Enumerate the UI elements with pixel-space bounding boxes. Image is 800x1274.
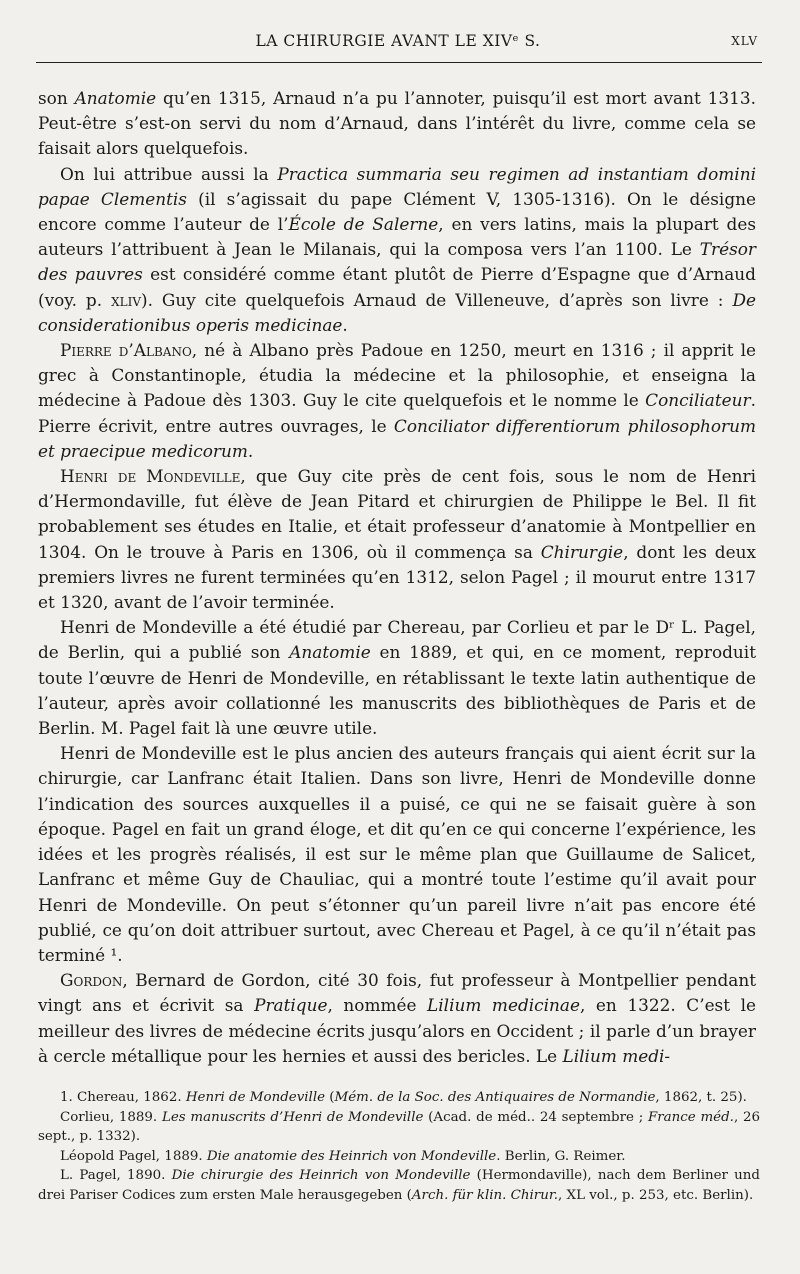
- italic-title: Die chirurgie des Heinrich von Mondeville: [171, 1168, 471, 1184]
- text-run: , 1862, t. 25).: [655, 1090, 747, 1105]
- text-run: , en 1322. C’est le meilleur des livres de médecine écrits jusqu’alors en Occident ; il parle d’un brayer à cercle métallique pour les hernies et aussi des bericles. Le: [38, 995, 756, 1066]
- italic-title: École de Salerne: [288, 214, 439, 235]
- text-run: .: [342, 314, 348, 335]
- page-ref: xliv: [111, 289, 141, 310]
- text-run: , dont les deux premiers livres ne furent terminées qu’en 1312, selon Pagel ; il mourut entre 1317 et 1320, avant de l’avoir terminée.: [38, 541, 756, 613]
- text-run: .: [247, 440, 254, 461]
- italic-title: Anatomie: [74, 88, 157, 108]
- italic-title: Pratique: [254, 995, 328, 1016]
- text-run: , Bernard de Gordon, cité 30 fois, fut professeur à Montpellier pendant vingt ans et écrivit sa: [38, 970, 756, 1016]
- text-run: On lui attribue aussi la: [60, 163, 278, 184]
- author-name: Pierre d’Albano: [60, 340, 192, 361]
- text-run: (il s’agissait du pape Clément V, 1305-1316). On le désigne encore comme l’auteur de l’: [38, 188, 757, 235]
- running-header: [36, 32, 760, 54]
- text-run: , 26 sept., p. 1332).: [38, 1109, 760, 1145]
- italic-title: Henri de Mondeville: [185, 1090, 326, 1105]
- italic-title: France méd.: [647, 1109, 734, 1125]
- paragraph-7: [38, 968, 756, 1069]
- paragraph-3: [38, 338, 756, 464]
- italic-title: Practica summaria seu regimen ad instantiam domini papae Clementis: [38, 163, 756, 209]
- author-name: Gordon: [60, 970, 123, 991]
- italic-title: Mém. de la Soc. des Antiquaires de Normandie: [334, 1090, 656, 1105]
- text-run: est considéré comme étant plutôt de Pierre d’Espagne que d’Arnaud (voy. p.: [38, 264, 756, 310]
- text-run: . Berlin, G. Reimer.: [496, 1148, 626, 1164]
- text-run: qu’en 1315, Arnaud n’a pu l’annoter, puisqu’il est mort avant 1313. Peut-être s’est-on servi du nom d’Arnaud, dans l’intérêt du livre, comme cela se faisait alors quelquefois.: [38, 88, 756, 159]
- italic-title: Die anatomie des Heinrich von Mondeville: [206, 1148, 497, 1164]
- paragraph-4: [38, 464, 756, 615]
- text-run: son: [38, 88, 75, 108]
- footnote-4: [38, 1166, 760, 1205]
- text-run: Henri de Mondeville a été étudié par Chereau, par Corlieu et par le Dʳ L. Pagel, de Berlin, qui a publié son: [38, 617, 756, 663]
- text-run: . Pierre écrivit, entre autres ouvrages, le: [38, 390, 756, 436]
- header-rule: [36, 62, 762, 63]
- paragraph-2: [38, 162, 756, 338]
- text-run: ). Guy cite quelquefois Arnaud de Villeneuve, d’après son livre :: [141, 289, 733, 310]
- text-run: Corlieu, 1889.: [60, 1109, 162, 1125]
- italic-title: De considerationibus operis medicinae: [38, 289, 756, 335]
- italic-title: Les manuscrits d’Henri de Mondeville: [161, 1109, 424, 1125]
- footnote-3: [38, 1147, 760, 1167]
- text-run: , XL vol., p. 253, etc. Berlin).: [558, 1187, 754, 1203]
- text-run: , que Guy cite près de cent fois, sous le nom de Henri d’Hermondaville, fut élève de Jean Pitard et chirurgien de Philippe le Bel. Il fit probablement ses études en Italie, et était professeur d’anatomie à Montpellier en 1304. On le trouve à Paris en 1306, où il commença sa: [38, 466, 756, 562]
- page-number: XLV: [731, 34, 758, 48]
- author-name: Henri de Mondeville: [60, 466, 241, 487]
- footnote-2: [38, 1108, 760, 1147]
- footnote-1: [38, 1088, 760, 1108]
- running-title: LA CHIRURGIE AVANT LE XIVᵉ S.: [255, 32, 541, 50]
- paragraph-6: [38, 741, 756, 968]
- footnotes: [38, 1088, 760, 1206]
- text-run: en 1889, et qui, en ce moment, reproduit toute l’œuvre de Henri de Mondeville, en rétablissant le texte latin authentique de l’auteur, après avoir collationné les manuscrits des bibliothèques de Paris et de Berlin. M. Pagel fait là une œuvre utile.: [38, 642, 756, 739]
- text-run: (Acad. de méd.. 24 septembre ;: [423, 1109, 648, 1125]
- italic-title: Conciliator differentiorum philosophorum et praecipue medicorum: [38, 415, 756, 461]
- text-run: 1. Chereau, 1862.: [60, 1090, 186, 1105]
- text-run: , nommée: [327, 995, 428, 1016]
- italic-title: Trésor des pauvres: [38, 239, 756, 285]
- italic-title: Lilium medicinae: [427, 995, 580, 1016]
- italic-title: Lilium medi-: [562, 1045, 671, 1066]
- paragraph-5: [38, 615, 756, 741]
- text-run: Léopold Pagel, 1889.: [60, 1148, 207, 1164]
- text-run: , en vers latins, mais la plupart des auteurs l’attribuent à Jean le Milanais, qui la composa vers l’an 1100. Le: [38, 214, 757, 260]
- italic-title: Arch. für klin. Chirur.: [411, 1187, 559, 1203]
- main-text: [38, 86, 756, 1069]
- text-run: , né à Albano près Padoue en 1250, meurt en 1316 ; il apprit le grec à Constantinople, étudia la médecine et la philosophie, et enseigna la médecine à Padoue dès 1303. Guy le cite quelquefois et le nomme le: [38, 340, 756, 411]
- text-run: (: [325, 1090, 335, 1105]
- italic-title: Conciliateur: [645, 390, 751, 411]
- text-run: Henri de Mondeville est le plus ancien des auteurs français qui aient écrit sur la chirurgie, car Lanfranc était Italien. Dans son livre, Henri de Mondeville donne l’indication des sources auxquelles il a puisé, ce qui ne se faisait guère à son époque. Pagel en fait un grand éloge, et dit qu’en ce qui concerne l’expérience, les idées et les progrès réalisés, il est sur le même plan que Guillaume de Salicet, Lanfranc et même Guy de Chauliac, qui a montré toute l’estime qu’il avait pour Henri de Mondeville. On peut s’étonner qu’un pareil livre n’ait pas encore été publié, ce qu’on doit attribuer surtout, avec Chereau et Pagel, à ce qu’il n’était pas terminé ¹.: [38, 743, 756, 965]
- text-run: (Hermondaville), nach dem Berliner und drei Pariser Codices zum ersten Male herausgegeben (: [38, 1168, 760, 1203]
- italic-title: Anatomie: [289, 642, 371, 663]
- paragraph-1: [38, 86, 756, 162]
- text-run: L. Pagel, 1890.: [60, 1168, 172, 1184]
- italic-title: Chirurgie: [540, 541, 624, 562]
